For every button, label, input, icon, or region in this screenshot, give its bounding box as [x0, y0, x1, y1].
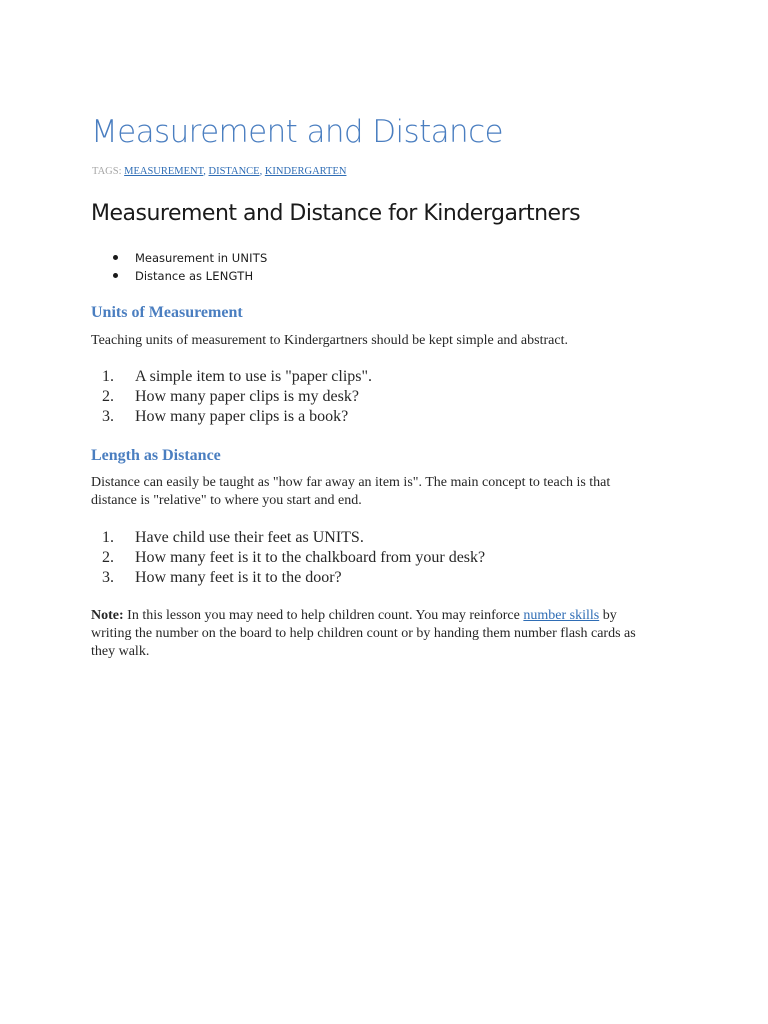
list-item: [91, 528, 485, 548]
bullet-dot-icon: [113, 255, 118, 260]
list-text: How many feet is it to the door?: [135, 569, 342, 586]
tag-link-measurement[interactable]: MEASUREMENT: [124, 166, 204, 177]
section-heading-units: Units of Measurement: [91, 304, 243, 321]
list-text: Have child use their feet as UNITS.: [135, 529, 364, 546]
page-subtitle: Measurement and Distance for Kindergartners: [91, 201, 581, 226]
bullet-list: [113, 249, 268, 285]
note-text: writing the number on the board to help children count or by handing them number flash cards as: [91, 626, 636, 641]
paragraph-line: distance is "relative" to where you start and end.: [91, 493, 362, 508]
list-number: 2.: [102, 549, 114, 566]
tag-link-distance[interactable]: DISTANCE: [208, 166, 260, 177]
note-text: In this lesson you may need to help children count. You may reinforce: [123, 608, 524, 623]
list-number: 1.: [102, 368, 114, 385]
tag-link-kindergarten[interactable]: KINDERGARTEN: [264, 166, 347, 177]
bullet-emphasis: LENGTH: [205, 269, 254, 283]
number-skills-link[interactable]: number skills: [523, 608, 600, 623]
list-text: How many paper clips is a book?: [135, 408, 349, 425]
bullet-text: Distance as: [135, 269, 206, 283]
section-paragraph-length: [91, 474, 691, 510]
list-item: [91, 387, 372, 407]
list-item: [91, 548, 485, 568]
tags-line: [92, 165, 346, 178]
bullet-dot-icon: [113, 273, 118, 278]
list-number: 1.: [102, 529, 114, 546]
list-text: A simple item to use is "paper clips".: [135, 368, 373, 385]
list-item: [91, 367, 372, 387]
section-heading-length: Length as Distance: [91, 447, 221, 464]
numbered-list-length: [91, 528, 485, 588]
list-text: How many paper clips is my desk?: [135, 388, 359, 405]
list-item: [91, 407, 372, 427]
note-label: Note:: [91, 608, 124, 623]
tag-separator: ,: [203, 166, 209, 177]
note-text: by: [599, 608, 617, 623]
list-text: How many feet is it to the chalkboard from your desk?: [135, 549, 486, 566]
note-text: they walk.: [91, 644, 150, 659]
bullet-text: Measurement in: [135, 251, 232, 265]
list-item: [91, 568, 485, 588]
list-number: 3.: [102, 408, 114, 425]
paragraph-line: Distance can easily be taught as "how far away an item is". The main concept to teach is that: [91, 475, 611, 490]
tag-separator: ,: [259, 166, 265, 177]
bullet-item: [113, 249, 268, 267]
bullet-item: [113, 267, 268, 285]
list-number: 3.: [102, 569, 114, 586]
numbered-list-units: [91, 367, 372, 427]
section-paragraph-units: Teaching units of measurement to Kindergartners should be kept simple and abstract.: [91, 333, 568, 348]
list-number: 2.: [102, 388, 114, 405]
tags-label: TAGS:: [92, 166, 122, 177]
page-title: Measurement and Distance: [91, 114, 504, 150]
note-paragraph: [91, 607, 691, 661]
bullet-emphasis: UNITS: [231, 251, 268, 265]
